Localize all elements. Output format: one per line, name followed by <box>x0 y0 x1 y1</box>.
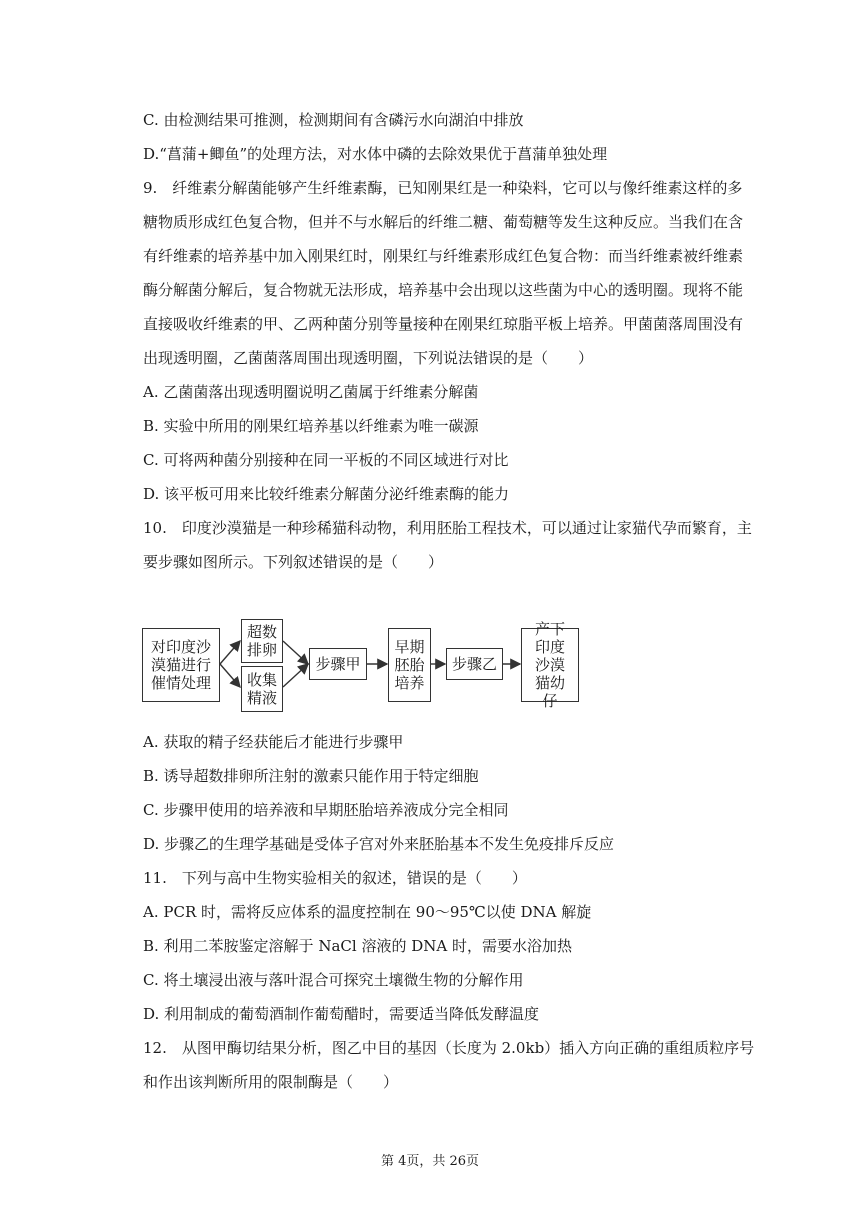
text-line-q9d: D. 该平板可用来比较纤维素分解菌分泌纤维素酶的能力 <box>143 485 510 503</box>
flow-box-semen <box>241 666 283 712</box>
text-line-q11b: B. 利用二苯胺鉴定溶解于 NaCl 溶液的 DNA 时，需要水浴加热 <box>143 937 572 955</box>
flow-box-step-b-label: 步骤乙 <box>451 655 497 673</box>
text-line-q8c: C. 由检测结果可推测，检测期间有含磷污水向湖泊中排放 <box>143 111 524 129</box>
text-line-q9-1: 9. 纤维素分解菌能够产生纤维素酶，已知刚果红是一种染料，它可以与像纤维素这样的多 <box>143 179 743 197</box>
text-line-q9a: A. 乙菌菌落出现透明圈说明乙菌属于纤维素分解菌 <box>143 383 479 401</box>
text-line-q9c: C. 可将两种菌分别接种在同一平板的不同区域进行对比 <box>143 451 509 469</box>
text-line-q10b: B. 诱导超数排卵所注射的激素只能作用于特定细胞 <box>143 767 479 785</box>
text-line-q10d: D. 步骤乙的生理学基础是受体子宫对外来胚胎基本不发生免疫排斥反应 <box>143 835 615 853</box>
flow-box-offspring-label: 产下印度沙漠猫幼仔 <box>534 620 565 710</box>
flow-box-estrus <box>142 628 220 702</box>
text-line-q9-3: 有纤维素的培养基中加入刚果红时，刚果红与纤维素形成红色复合物：而当纤维素被纤维素 <box>143 247 744 265</box>
flow-box-offspring <box>521 620 579 710</box>
flow-box-step-a-label: 步骤甲 <box>315 655 361 673</box>
embryo-flowchart <box>140 608 580 720</box>
text-line-q9-6: 出现透明圈，乙菌菌落周围出现透明圈，下列说法错误的是（ ） <box>143 349 594 367</box>
text-line-q12-1: 12. 从图甲酶切结果分析，图乙中目的基因（长度为 2.0kb）插入方向正确的重组质粒序号 <box>143 1039 755 1057</box>
text-line-q11d: D. 利用制成的葡萄酒制作葡萄醋时，需要适当降低发酵温度 <box>143 1005 540 1023</box>
text-line-q9-2: 糖物质形成红色复合物，但并不与水解后的纤维二糖、葡萄糖等发生这种反应。当我们在含 <box>143 213 744 231</box>
flow-box-superovulation-label: 超数排卵 <box>246 623 277 659</box>
text-line-q12-2: 和作出该判断所用的限制酶是（ ） <box>143 1073 399 1091</box>
text-line-q8d: D.“菖蒲+鲫鱼”的处理方法，对水体中磷的去除效果优于菖蒲单独处理 <box>143 145 608 163</box>
flow-box-step-b <box>446 648 503 680</box>
text-line-q9-4: 酶分解菌分解后，复合物就无法形成，培养基中会出现以这些菌为中心的透明圈。现将不能 <box>143 281 744 299</box>
text-line-q11c: C. 将土壤浸出液与落叶混合可探究土壤微生物的分解作用 <box>143 971 524 989</box>
flow-box-semen-label: 收集精液 <box>246 671 277 707</box>
text-line-q11: 11. 下列与高中生物实验相关的叙述，错误的是（ ） <box>143 869 527 887</box>
text-line-q10a: A. 获取的精子经获能后才能进行步骤甲 <box>143 733 404 751</box>
flow-box-embryo-culture <box>388 628 431 702</box>
flow-box-step-a <box>309 648 367 680</box>
text-line-q9-5: 直接吸收纤维素的甲、乙两种菌分别等量接种在刚果红琼脂平板上培养。甲菌菌落周围没有 <box>143 315 744 333</box>
page-footer: 第 4页，共 26页 <box>380 1154 480 1169</box>
flow-box-embryo-culture-label: 早期胚胎培养 <box>394 638 425 692</box>
text-line-q9b: B. 实验中所用的刚果红培养基以纤维素为唯一碳源 <box>143 417 479 435</box>
text-line-q10c: C. 步骤甲使用的培养液和早期胚胎培养液成分完全相同 <box>143 801 509 819</box>
flow-box-superovulation <box>241 619 283 663</box>
text-line-q11a: A. PCR 时，需将反应体系的温度控制在 90～95℃以使 DNA 解旋 <box>143 903 592 921</box>
text-line-q10-1: 10. 印度沙漠猫是一种珍稀猫科动物，利用胚胎工程技术，可以通过让家猫代孕而繁育，主 <box>143 519 752 537</box>
text-line-q10-2: 要步骤如图所示。下列叙述错误的是（ ） <box>143 553 444 571</box>
flow-box-estrus-label: 对印度沙漠猫进行催情处理 <box>150 638 211 692</box>
